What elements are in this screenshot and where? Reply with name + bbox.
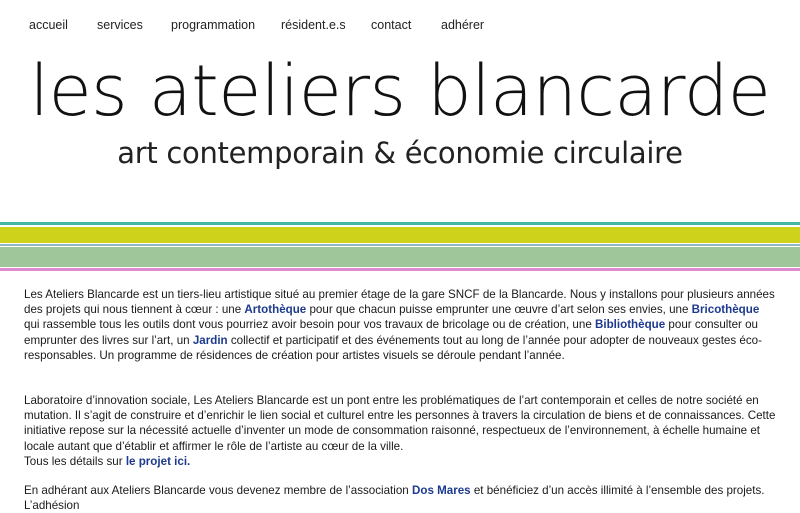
- stripe-yellow: [0, 227, 800, 243]
- link-artotheque[interactable]: Artothèque: [244, 303, 307, 317]
- intro-text: pour que chacun puisse emprunter une œuvre d’art selon ses envies, une: [306, 303, 692, 317]
- decorative-stripes: [0, 222, 800, 272]
- stripe-green: [0, 247, 800, 267]
- nav-item-residents[interactable]: résident.e.s: [281, 18, 346, 32]
- site-subtitle: art contemporain & économie circulaire: [117, 136, 683, 170]
- spacer: [24, 363, 776, 393]
- membership-paragraph: [24, 483, 776, 513]
- intro-text: qui rassemble tous les outils dont vous pourriez avoir besoin pour vos travaux de bricolage ou de création, une: [24, 318, 595, 332]
- intro-text: pour consulter ou emprunter des livres sur l’art, un: [24, 318, 759, 347]
- nav-item-accueil[interactable]: accueil: [29, 18, 68, 32]
- link-bibliotheque[interactable]: Bibliothèque: [595, 318, 666, 332]
- details-prefix: Tous les détails sur: [24, 454, 126, 468]
- link-projet[interactable]: le projet ici.: [125, 454, 191, 468]
- main-nav: [0, 18, 800, 34]
- lab-paragraph: Laboratoire d’innovation sociale, Les Ateliers Blancarde est un pont entre les problématiques de l’art contemporain et celles de notre société en mutation. Il s’agit de construire et d’enrichir le lien social et culturel entre les personnes à travers la circulation de biens et de connaissances. Cette initiative repose sur la nécessité actuelle d’inventer un mode de consommation raisonné, respectueux de l’environnement, à échelle humaine et locale autant que d’établir et affirmer le rôle de l’artiste au cœur de la ville.: [24, 394, 776, 453]
- link-bricotheque[interactable]: Bricothèque: [691, 303, 760, 317]
- membership-text: et bénéficiez d’un accès illimité à l’ensemble des projets. L’adhésion: [24, 484, 765, 513]
- nav-item-contact[interactable]: contact: [371, 18, 412, 32]
- membership-text: En adhérant aux Ateliers Blancarde vous devenez membre de l’association: [24, 484, 412, 498]
- details-line: [24, 454, 776, 469]
- main-content: [24, 287, 776, 513]
- nav-item-services[interactable]: services: [97, 18, 143, 32]
- site-title[interactable]: les ateliers blancarde: [29, 50, 771, 132]
- spacer: [24, 469, 776, 483]
- intro-text: collectif et participatif et des événements tout au long de l’année pour adopter de nouveaux gestes éco-responsables. Un programme de résidences de création pour artistes visuels se déroule pendant l’année.: [24, 333, 762, 362]
- link-jardin[interactable]: Jardin: [192, 333, 228, 347]
- nav-item-programmation[interactable]: programmation: [171, 18, 256, 32]
- stripe-pink: [0, 268, 800, 271]
- link-dos-mares[interactable]: Dos Mares: [411, 484, 471, 498]
- stripe-teal: [0, 222, 800, 225]
- intro-text: Les Ateliers Blancarde est un tiers-lieu artistique situé au premier étage de la gare SNCF de la Blancarde. Nous y installons pour plusieurs années des projets qui nous tiennent à cœur : une: [24, 288, 775, 317]
- intro-paragraph: [24, 287, 776, 363]
- stripe-blue-thin: [0, 244, 800, 246]
- nav-item-adherer[interactable]: adhérer: [441, 18, 485, 32]
